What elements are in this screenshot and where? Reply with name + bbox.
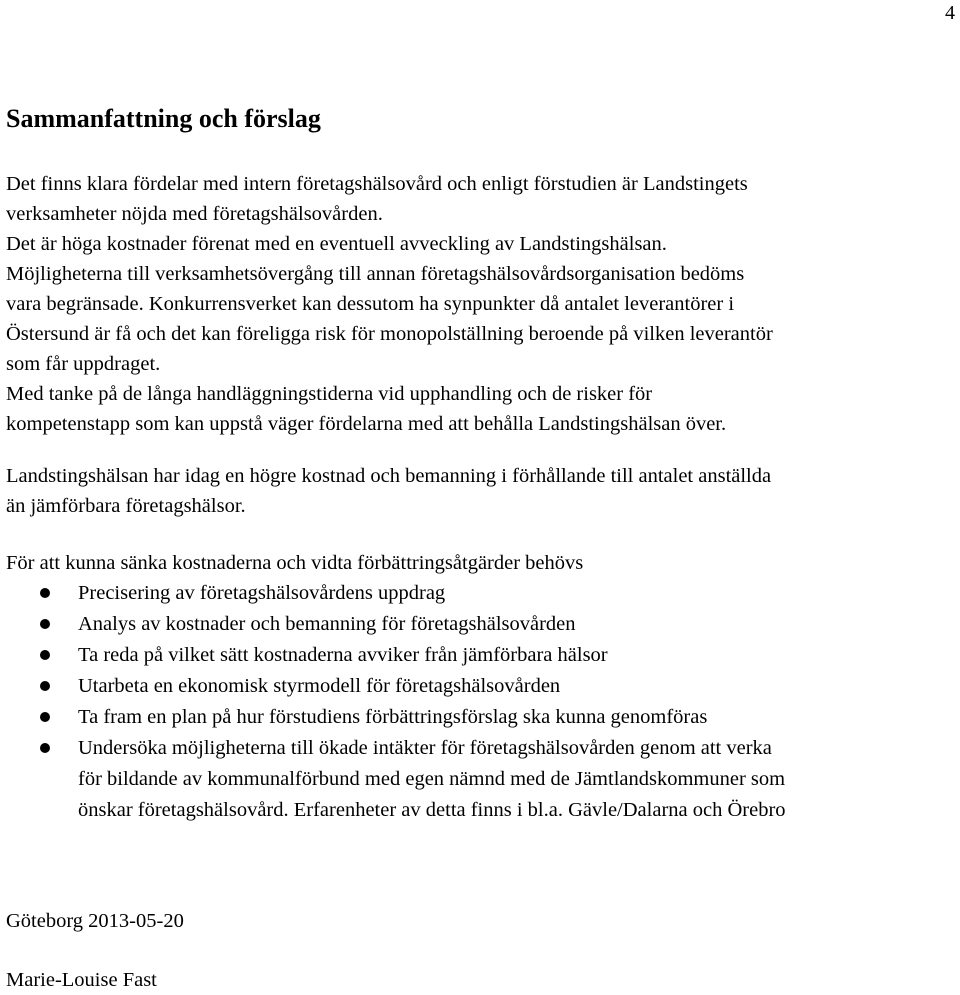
paragraph-line: Landstingshälsan har idag en högre kostnad och bemanning i förhållande till antalet anställda [6, 465, 772, 487]
cost-paragraph [6, 461, 956, 521]
list-item [0, 733, 958, 826]
action-list [0, 578, 958, 826]
list-item-text: Analys av kostnader och bemanning för företagshälsovården [78, 613, 576, 635]
page-number: 4 [945, 2, 955, 24]
list-item [0, 578, 958, 609]
bullet-icon [40, 743, 50, 753]
bullet-icon [40, 681, 50, 691]
list-item-text: för bildande av kommunalförbund med egen nämnd med de Jämtlandskommuner som [78, 768, 786, 790]
bullet-icon [40, 712, 50, 722]
paragraph-line: Med tanke på de långa handläggningstiderna vid upphandling och de risker för [6, 383, 653, 405]
paragraph-line: än jämförbara företagshälsor. [6, 495, 246, 517]
bullet-icon [40, 588, 50, 598]
author-name: Marie-Louise Fast [6, 969, 157, 991]
list-item [0, 702, 958, 733]
paragraph-line: Det är höga kostnader förenat med en eventuell avveckling av Landstingshälsan. [6, 233, 667, 255]
paragraph-line: Möjligheterna till verksamhetsövergång till annan företagshälsovårdsorganisation bedöms [6, 263, 745, 285]
list-item-text: Ta reda på vilket sätt kostnaderna avviker från jämförbara hälsor [78, 644, 608, 666]
section-heading: Sammanfattning och förslag [6, 104, 321, 133]
list-item [0, 671, 958, 702]
paragraph-line: vara begränsade. Konkurrensverket kan dessutom ha synpunkter då antalet leverantörer i [6, 293, 735, 315]
bullet-icon [40, 619, 50, 629]
list-item-text: Ta fram en plan på hur förstudiens förbättringsförslag ska kunna genomföras [78, 706, 708, 728]
list-item [0, 609, 958, 640]
list-intro-text: För att kunna sänka kostnaderna och vidta förbättringsåtgärder behövs [6, 552, 584, 574]
list-intro [6, 548, 956, 578]
place-date: Göteborg 2013-05-20 [6, 910, 184, 932]
paragraph-line: Östersund är få och det kan föreligga risk för monopolställning beroende på vilken leverantör [6, 323, 773, 345]
list-item [0, 640, 958, 671]
paragraph-line: som får uppdraget. [6, 353, 161, 375]
list-item-text: Utarbeta en ekonomisk styrmodell för företagshälsovården [78, 675, 561, 697]
summary-paragraph [6, 169, 956, 439]
paragraph-line: verksamheter nöjda med företagshälsovården. [6, 203, 383, 225]
paragraph-line: kompetenstapp som kan uppstå väger fördelarna med att behålla Landstingshälsan över. [6, 413, 727, 435]
list-item-text: Undersöka möjligheterna till ökade intäkter för företagshälsovården genom att verka [78, 737, 772, 759]
bullet-icon [40, 650, 50, 660]
list-item-text: önskar företagshälsovård. Erfarenheter av detta finns i bl.a. Gävle/Dalarna och Örebro [78, 799, 786, 821]
paragraph-line: Det finns klara fördelar med intern företagshälsovård och enligt förstudien är Landstingets [6, 173, 748, 195]
list-item-text: Precisering av företagshälsovårdens uppdrag [78, 582, 446, 604]
